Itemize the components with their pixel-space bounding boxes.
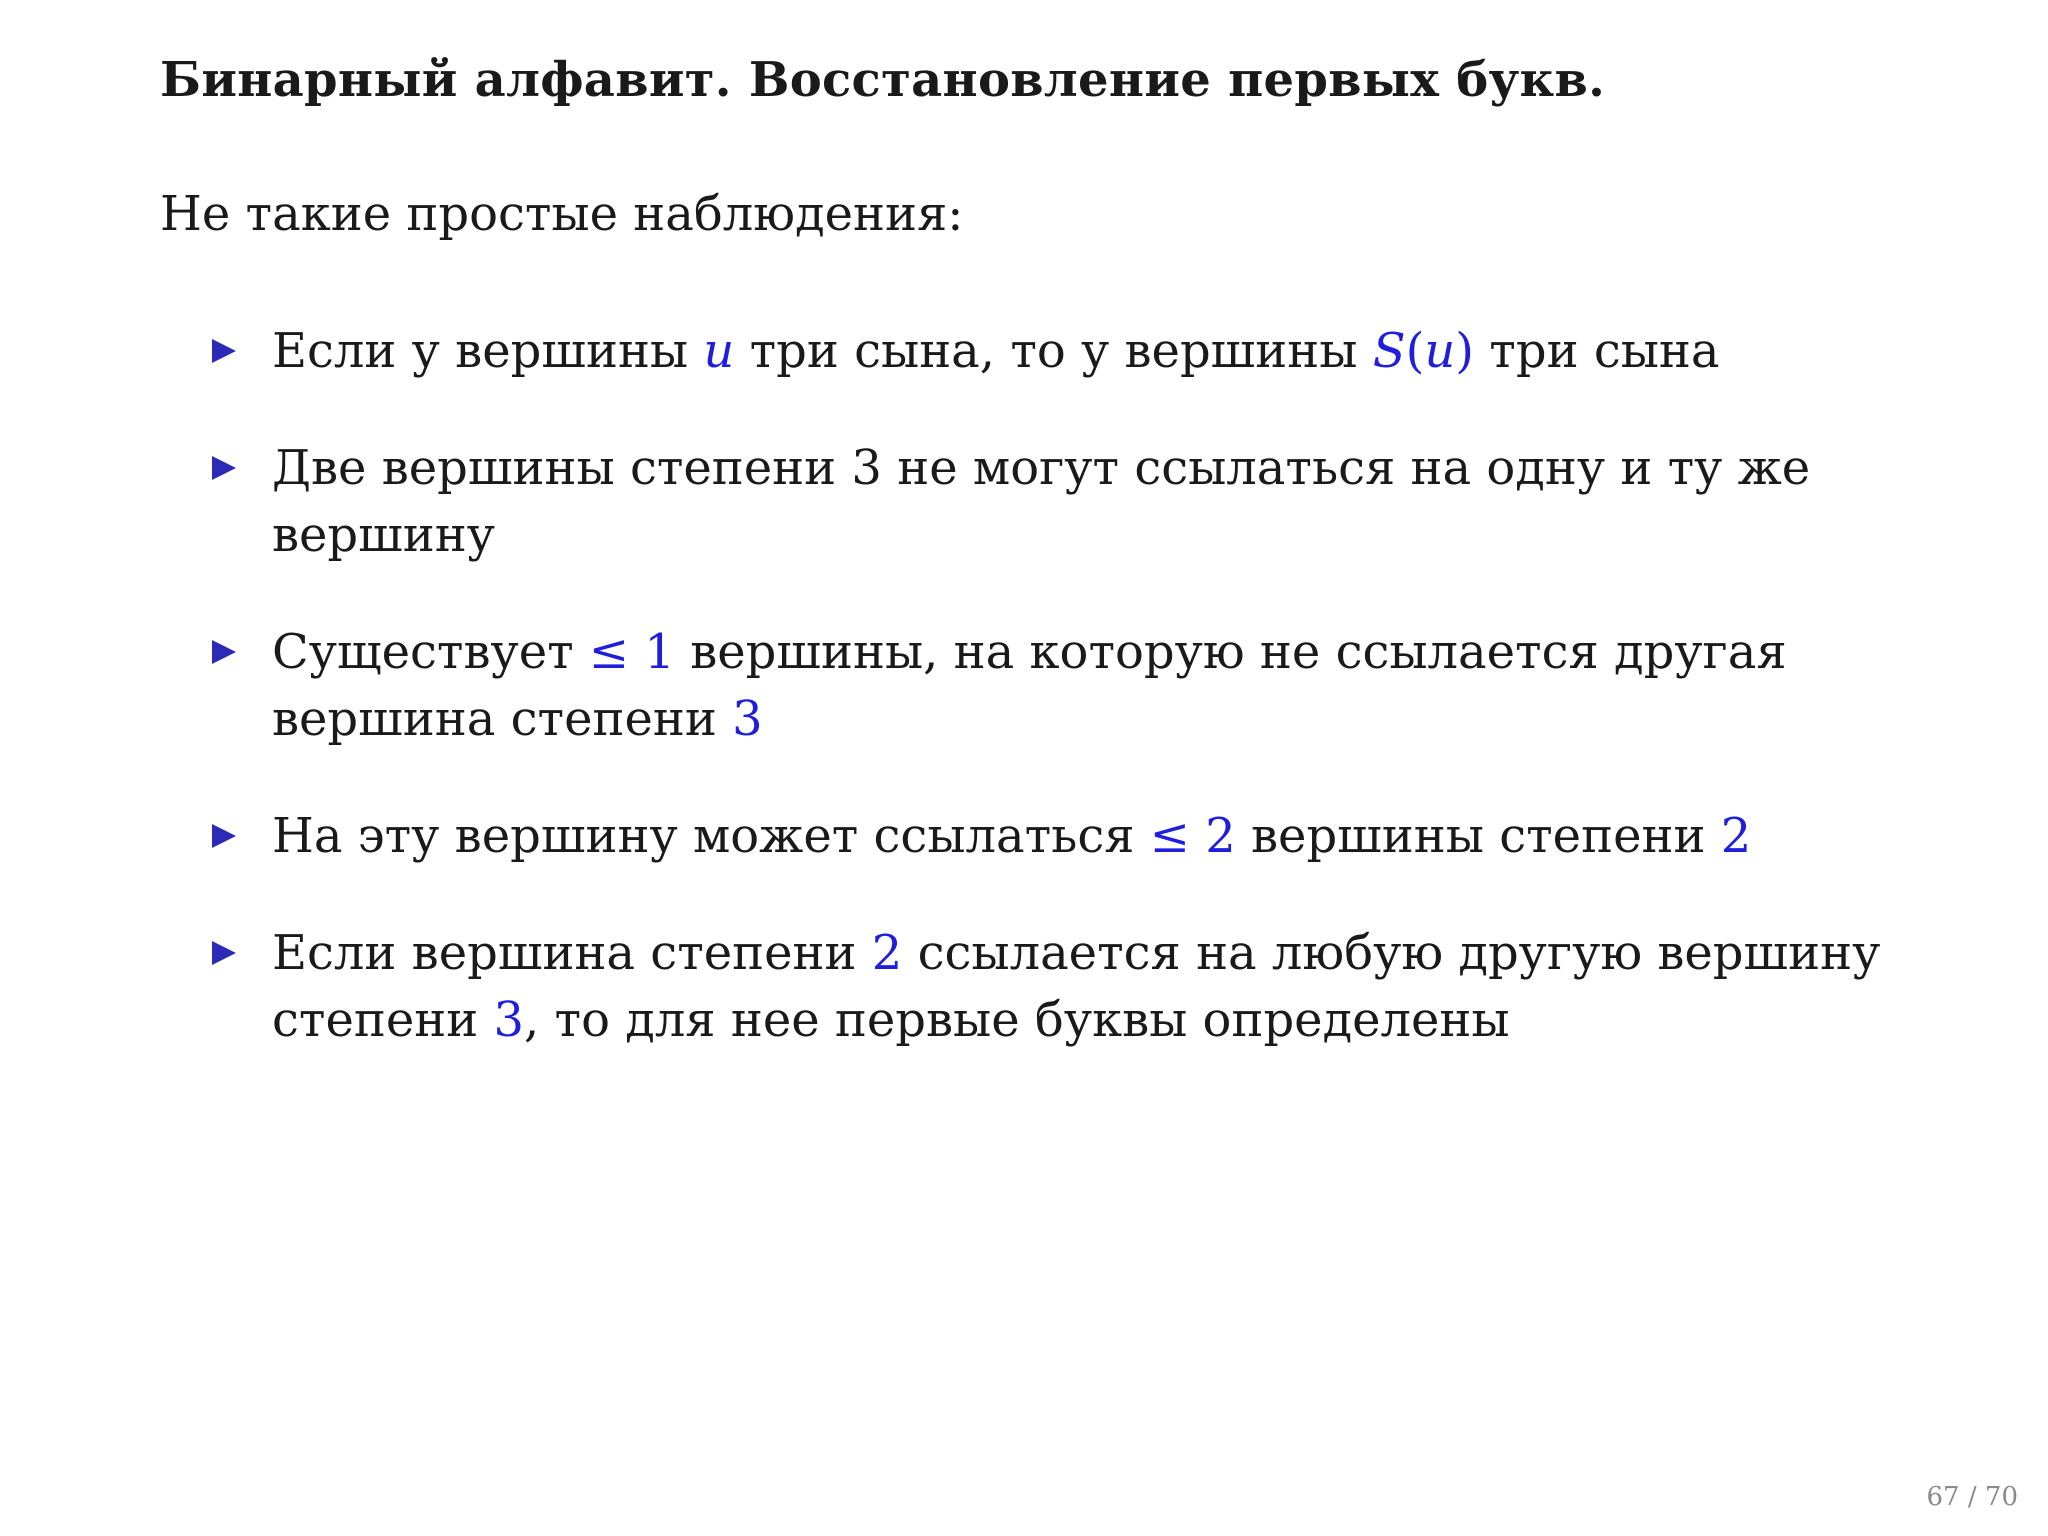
item-text: Если у вершины [272,323,704,379]
list-item [212,803,1912,870]
math-paren: ) [1455,323,1475,379]
list-item [212,435,1912,569]
triangle-bullet-icon [212,339,236,363]
page-separator: / [1967,1482,1977,1512]
math-variable: u [1424,323,1456,379]
item-text: ссылается на любую другую вершину степени [272,925,1881,1048]
item-text: Если вершина степени [272,925,872,981]
item-text: Две вершины степени 3 не могут ссылаться на одну и ту же вершину [272,440,1811,563]
math-number: 2 [871,925,903,981]
item-text: вершины степени [1235,808,1721,864]
item-text: вершины, на которую не ссылается другая вершина степени [272,624,1787,747]
item-text: На эту вершину может ссылаться [272,808,1150,864]
math-function: S [1372,323,1406,379]
triangle-bullet-icon [212,456,236,480]
item-text: три сына, то у вершины [734,323,1373,379]
list-item [212,619,1912,753]
page-current: 67 [1926,1482,1960,1512]
item-text: , то для нее первые буквы определены [524,992,1510,1048]
slide-title: Бинарный алфавит. Восстановление первых букв. [160,52,1606,108]
triangle-bullet-icon [212,824,236,848]
intro-text: Не такие простые наблюдения: [160,186,964,242]
math-number: 3 [732,691,763,747]
item-text: три сына [1474,323,1720,379]
math-paren: ( [1405,323,1425,379]
page-number [1927,1482,2018,1512]
item-text: Существует [272,624,589,680]
math-inequality: ≤ 2 [1149,808,1236,864]
list-item [212,920,1912,1054]
observation-list [212,318,1912,1104]
triangle-bullet-icon [212,941,236,965]
math-variable: u [703,323,735,379]
math-inequality: ≤ 1 [588,624,675,680]
page-total: 70 [1984,1482,2018,1512]
math-number: 3 [493,992,525,1048]
math-number: 2 [1720,808,1752,864]
list-item [212,318,1912,385]
triangle-bullet-icon [212,640,236,664]
